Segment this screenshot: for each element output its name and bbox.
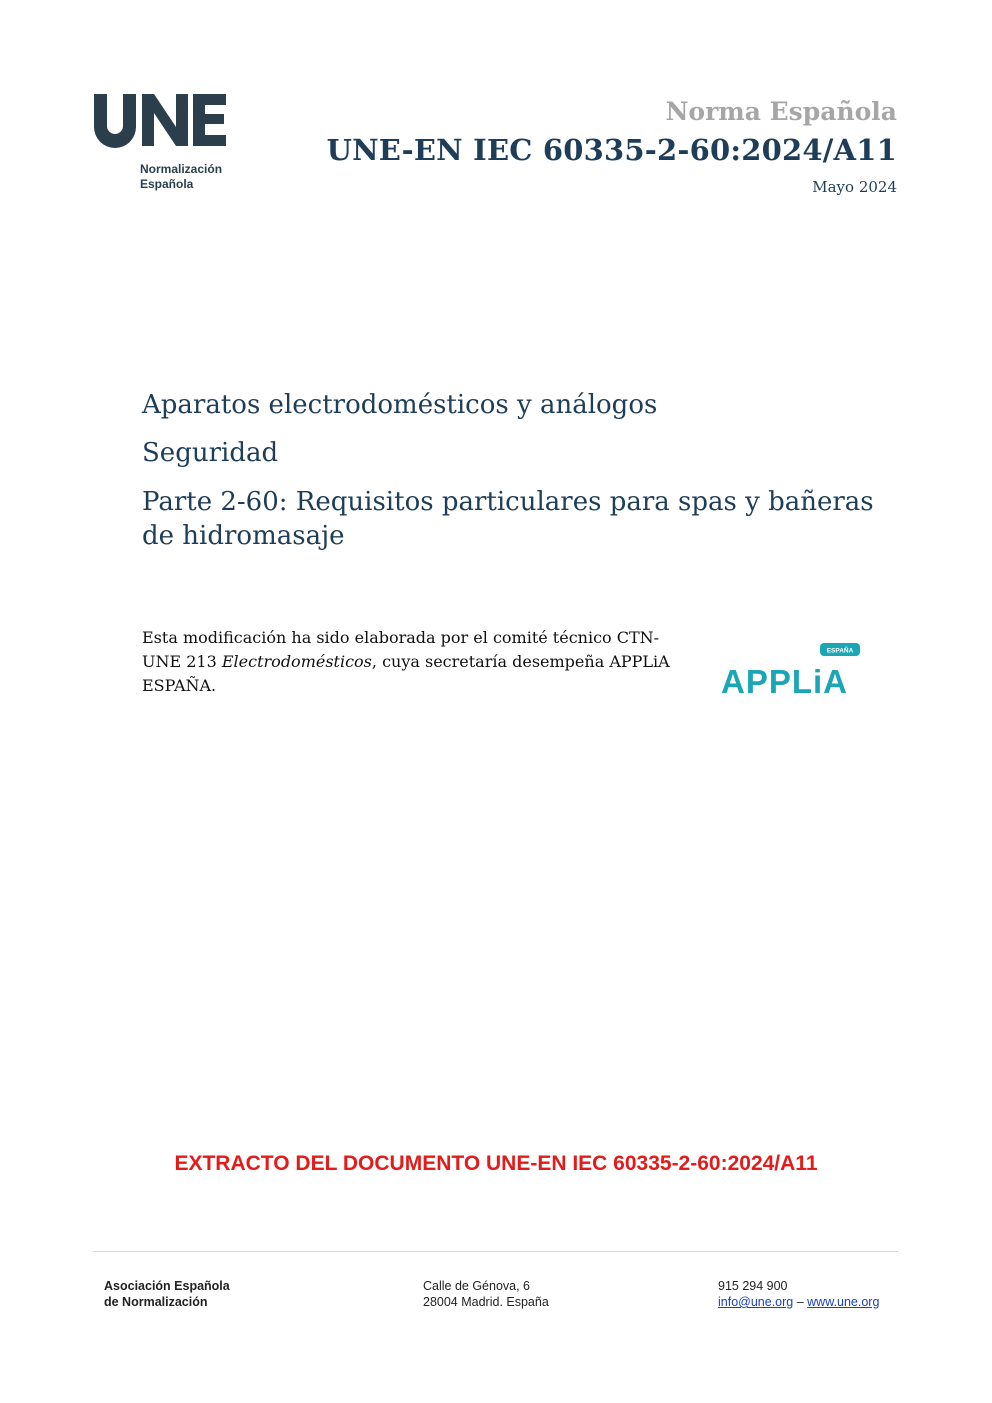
- une-wordmark: [92, 90, 232, 148]
- standard-code: UNE-EN IEC 60335-2-60:2024/A11: [326, 133, 897, 167]
- footer-divider: [93, 1251, 898, 1252]
- footer-organization: [104, 1278, 230, 1310]
- footer-address-line2: 28004 Madrid. España: [423, 1295, 549, 1309]
- extract-notice: EXTRACTO DEL DOCUMENTO UNE-EN IEC 60335-2-60:2024/A11: [174, 1152, 818, 1175]
- footer-website-link[interactable]: www.une.org: [807, 1295, 880, 1309]
- footer-contact: [718, 1278, 879, 1310]
- footer-org-line1: Asociación Española: [104, 1279, 230, 1293]
- footer-phone: 915 294 900: [718, 1279, 788, 1293]
- committee-name: Electrodomésticos: [221, 652, 372, 671]
- footer-address-line1: Calle de Génova, 6: [423, 1279, 531, 1293]
- footer-org-line2: de Normalización: [104, 1295, 208, 1309]
- applia-logo: [720, 643, 862, 695]
- title-line-3: Parte 2-60: Requisitos particulares para spas y bañeras de hidromasaje: [142, 487, 874, 551]
- title-line-2: Seguridad: [142, 438, 279, 468]
- applia-badge: ESPAÑA: [826, 647, 854, 655]
- footer-separator: –: [793, 1295, 808, 1309]
- standard-kicker: Norma Española: [665, 97, 897, 126]
- committee-text-before: Esta modificación ha sido elaborada por el comité técnico CTN-UNE 213: [142, 628, 660, 671]
- committee-text-after: , cuya secretaría desempeña APPLiA ESPAÑA.: [142, 652, 670, 695]
- logo-subtitle-line1: Normalización: [140, 162, 223, 176]
- logo-subtitle-line2: Española: [140, 177, 194, 191]
- title-line-1: Aparatos electrodomésticos y análogos: [142, 390, 658, 420]
- footer-address: [423, 1278, 549, 1310]
- publication-date: Mayo 2024: [812, 178, 897, 196]
- committee-note: [142, 626, 682, 698]
- une-logo: [92, 90, 242, 200]
- footer-email-link[interactable]: info@une.org: [718, 1295, 794, 1309]
- applia-wordmark: APPLiA: [721, 663, 849, 695]
